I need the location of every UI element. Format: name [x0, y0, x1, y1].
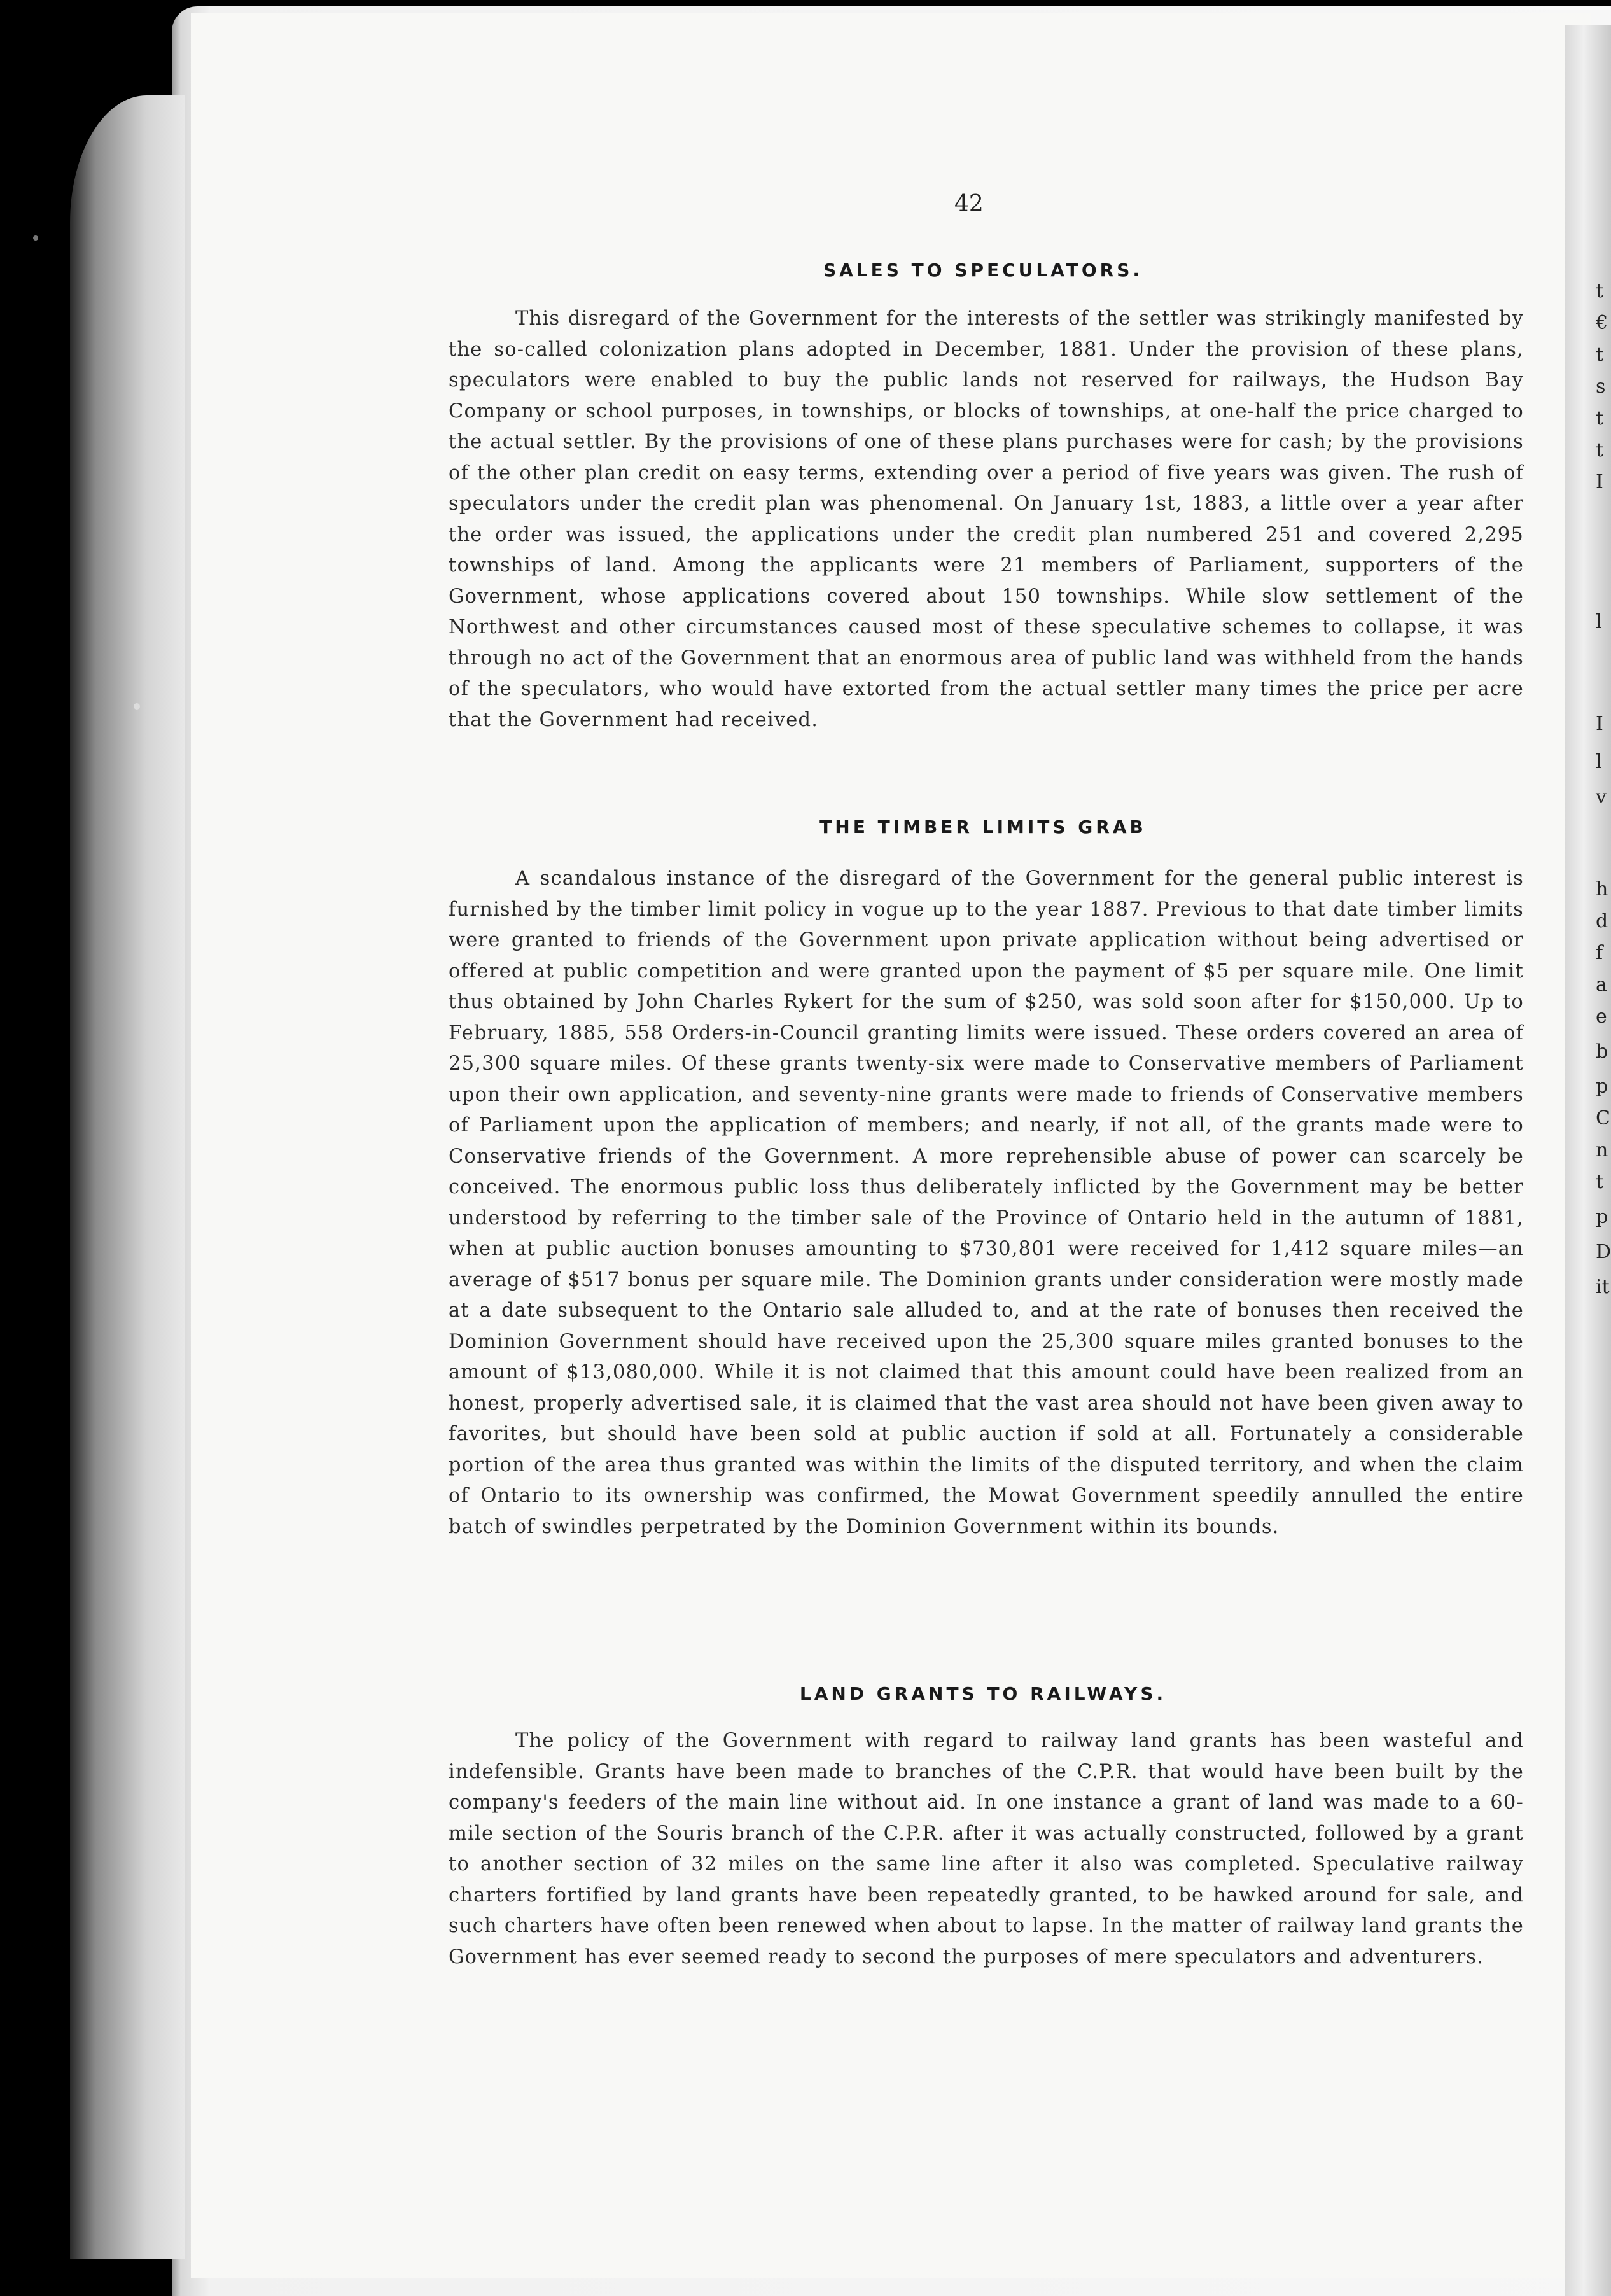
margin-fragment: D [1596, 1241, 1611, 1263]
section-heading-sales: SALES TO SPECULATORS. [823, 260, 1143, 281]
margin-fragment: e [1596, 1005, 1607, 1028]
margin-fragment: € [1596, 312, 1608, 334]
margin-fragment: p [1596, 1206, 1608, 1228]
margin-fragment: l [1596, 751, 1602, 773]
margin-fragment: n [1596, 1139, 1608, 1161]
margin-fragment: s [1596, 375, 1606, 398]
margin-fragment: C [1596, 1107, 1610, 1130]
margin-fragment: t [1596, 407, 1604, 430]
section-paragraph-timber: A scandalous instance of the disregard of the Government for the general public interest is furnished by the timber limit policy in vogue up to the year 1887. Previous to that date timber limits were granted to friends of the Government upon private application without being advertised or offered at public competition and were granted upon the payment of $5 per square mile. One limit thus obtained by John Charles Rykert for the sum of $250, was sold soon after for $150,000. Up to February, 1885, 558 Orders-in-Council granting limits were issued. These orders covered an area of 25,300 square miles. Of these grants twenty-six were made to Conservative members of Parliament upon their own application, and seventy-nine grants were made to friends of Conservative members of Parliament upon the application of members; and nearly, if not all, of the grants made were to Conservative friends of the Government. A more reprehensible abuse of power can scarcely be conceived. The enormous public loss thus deliberately inflicted by the Government may be better understood by referring to the timber sale of the Province of Ontario held in the autumn of 1881, when at public auction bonuses amounting to $730,801 were received for 1,412 square miles—an average of $517 bonus per square mile. The Dominion grants under consideration were mostly made at a date subsequent to the Ontario sale alluded to, and at the rate of bonuses then received the Dominion Government should have received upon the 25,300 square miles granted bonuses to the amount of $13,080,000. While it is not claimed that this amount could have been realized from an honest, properly advertised sale, it is claimed that the vast area should not have been given away to favorites, but should have been sold at public auction if sold at all. Fortunately a considerable portion of the area thus granted was within the limits of the disputed territory, and when the claim of Ontario to its ownership was confirmed, the Mowat Government speedily annulled the entire batch of swindles perpetrated by the Dominion Government within its bounds. [449, 867, 1524, 1538]
scan-speck [33, 235, 38, 241]
margin-fragment: h [1596, 878, 1608, 900]
margin-fragment: v [1596, 786, 1607, 808]
margin-fragment: I [1596, 713, 1603, 735]
margin-fragment: p [1596, 1075, 1608, 1098]
margin-fragment: f [1596, 942, 1603, 964]
page-edge-shadow [70, 95, 185, 2259]
margin-fragment: t [1596, 344, 1604, 366]
section-heading-railways: LAND GRANTS TO RAILWAYS. [799, 1683, 1167, 1704]
section-paragraph-railways: The policy of the Government with regard to railway land grants has been wasteful and indefensible. Grants have been made to branches of the C.P.R. that would have been built by the company's feeders of the main line without aid. In one instance a grant of land was made to a 60-mile section of the Souris branch of the C.P.R. after it was actually constructed, followed by a grant to another section of 32 miles on the same line after it also was completed. Speculative railway charters fortified by land grants have been repeatedly granted, to be hawked around for sale, and such charters have often been renewed when about to lapse. In the matter of railway land grants the Government has ever seemed ready to second the purposes of mere speculators and adventurers. [449, 1730, 1524, 1968]
margin-fragment: b [1596, 1040, 1608, 1063]
scan-speck [134, 703, 140, 710]
page-number: 42 [954, 191, 984, 217]
margin-fragment: it [1596, 1276, 1610, 1298]
section-paragraph-sales: This disregard of the Government for the interests of the settler was strikingly manifested by the so-called colonization plans adopted in December, 1881. Under the provision of these plans, speculators were enabled to buy the public lands not reserved for railways, the Hudson Bay Company or school purposes, in townships, or blocks of townships, at one-half the price charged to the actual settler. By the provisions of one of these plans purchases were for cash; by the provisions of the other plan credit on easy terms, extending over a period of five years was given. The rush of speculators under the credit plan was phenomenal. On January 1st, 1883, a little over a year after the order was issued, the applications under the credit plan numbered 251 and covered 2,295 townships of land. Among the applicants were 21 members of Parliament, supporters of the Government, whose applications covered about 150 townships. While slow settlement of the Northwest and other circumstances caused most of these speculative schemes to collapse, it was through no act of the Government that an enormous area of public land was withheld from the hands of the speculators, who would have extorted from the actual settler many times the price per acre that the Government had received. [449, 307, 1524, 731]
margin-fragment: I [1596, 471, 1603, 493]
margin-fragment: t [1596, 280, 1604, 302]
section-heading-timber: THE TIMBER LIMITS GRAB [819, 816, 1147, 837]
margin-fragment: a [1596, 974, 1607, 996]
margin-fragment: d [1596, 910, 1608, 932]
margin-fragment: t [1596, 439, 1604, 461]
margin-fragment: t [1596, 1171, 1604, 1193]
margin-fragment: l [1596, 611, 1602, 633]
